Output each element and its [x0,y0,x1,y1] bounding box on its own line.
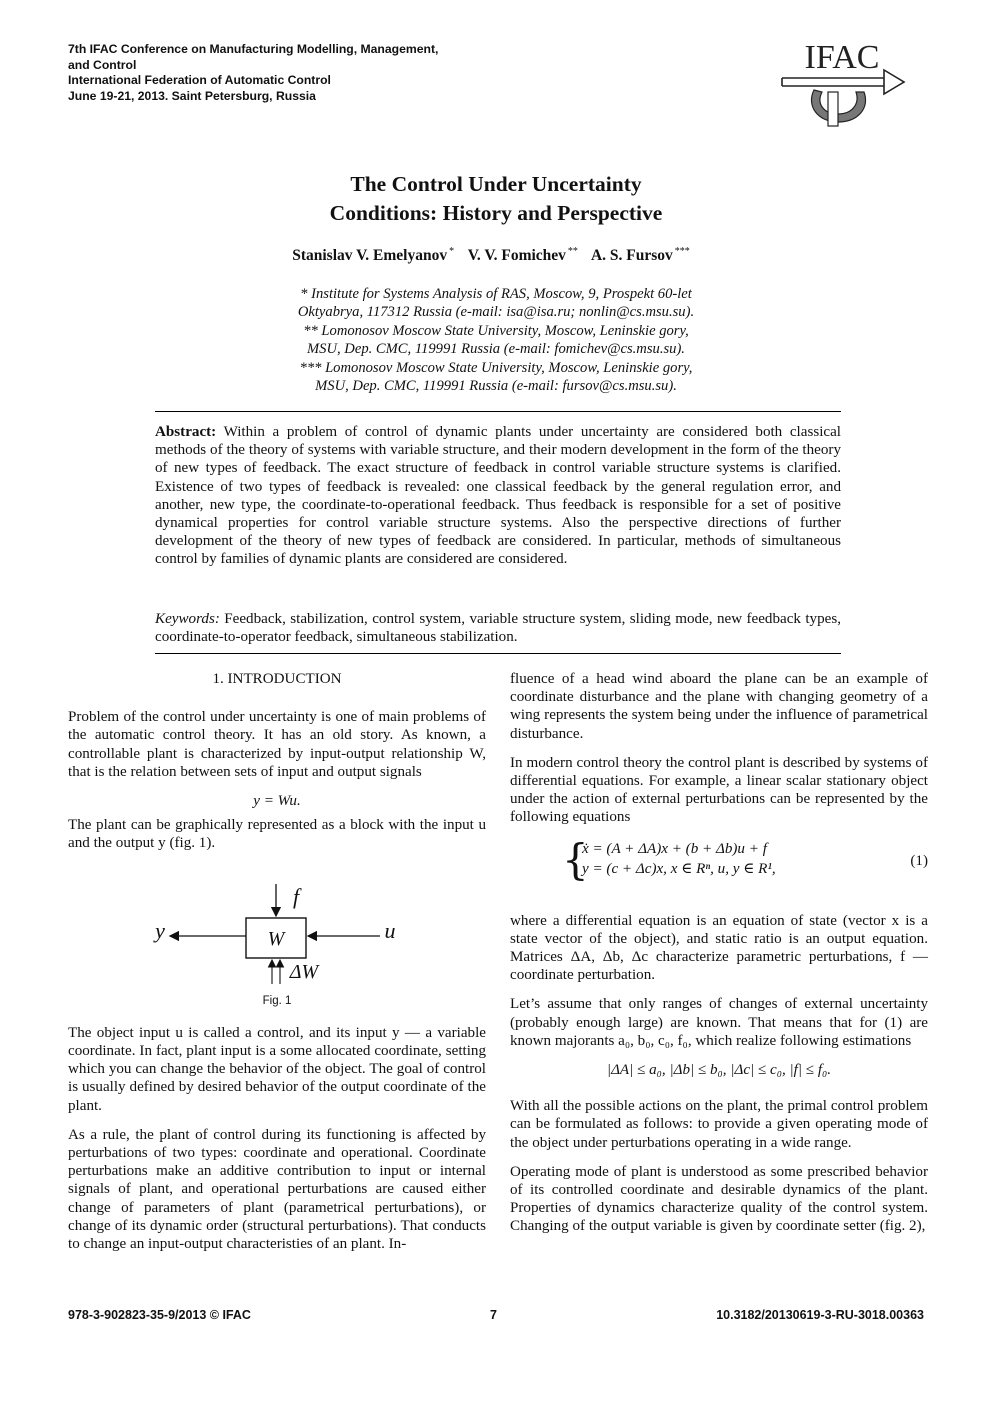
paragraph: Let’s assume that only ranges of changes of external uncertainty (probably enough large) are known. That means that for (1) are known majorants a₀, b₀, c₀, f₀, which realize following estimations [510,996,928,1049]
conference-header [68,42,438,104]
affiliation-line: Oktyabrya, 117312 Russia (e-mail: isa@isa.ru; nonlin@cs.msu.su). [297,304,695,321]
section-heading: 1. INTRODUCTION [212,671,342,687]
disturbance-label-f: f [292,883,300,909]
keywords-bottom-rule [155,653,841,654]
footer-isbn: 978-3-902823-35-9/2013 © IFAC [68,1308,251,1322]
abstract-top-rule [155,411,841,412]
conference-line-1: 7th IFAC Conference on Manufacturing Modelling, Management, [68,42,439,56]
equation-output: y = (c + Δc)x, x ∈ Rⁿ, u, y ∈ R¹, [582,860,776,877]
right-column [510,670,928,1247]
abstract-label: Abstract: [155,424,217,440]
input-label-u: u [384,917,396,943]
affiliation-line: * Institute for Systems Analysis of RAS, Moscow, 9, Prospekt 60-let [300,286,692,302]
keywords-text: Feedback, stabilization, control system, variable structure system, sliding mode, new feedback types, coordinate-to-operator feedback, simultaneous stabilization. [155,611,841,646]
conference-line-2: and Control [68,57,137,72]
equation-y-wu: y = Wu. [253,793,301,810]
affiliation-line: ** Lomonosov Moscow State University, Moscow, Leninskie gory, [303,322,689,339]
equation-brace: { [562,834,589,884]
left-column [68,670,486,1264]
paragraph: The object input u is called a control, and its input y — a variable coordinate. In fact, plant input is a some allocated coordinate, setting which you can change the behavior of the object. The goal of control is usually defined by desired behavior of the output coordinate of the plant. [68,1024,486,1114]
conference-line-4: June 19-21, 2013. Saint Petersburg, Russia [68,88,316,103]
author-name: Stanislav V. Emelyanov [292,247,448,265]
abstract-text: Within a problem of control of dynamic plants under uncertainty are considered both classical methods of the theory of systems with variable structure, and their modern development in the form of the theory of new types of feedback. The exact structure of feedback in control variable structure systems is clarified. Existence of two types of feedback is revealed: one classical feedback by the general regulation error, and another, new type, the coordinate-to-operational feedback. Thus feedback is responsible for a set of positive dynamical properties for control variable structure systems. Also the perspective directions of further development of the theory of new types of feedback are considered. In particular, methods of simultaneous control by families of dynamic plants are considered are considered. [155,424,841,568]
paragraph: where a differential equation is an equation of state (vector x is a state vector of the object), and static ratio is an output equation. Matrices ΔA, Δb, Δc characterize parametric perturbations, f — coordinate perturbation. [510,912,928,984]
paragraph: In modern control theory the control plant is described by systems of differential equations. For example, a linear scalar stationary object under the action of external perturbations can be represented by the following equations [510,754,928,826]
title-line-1: The Control Under Uncertainty [350,172,642,196]
ifac-logo-text: IFAC [804,39,880,76]
paper-title [0,170,992,228]
affiliations [0,285,992,395]
paragraph: The plant can be graphically represented as a block with the input u and the output y (fig. 1). [68,817,486,852]
affiliation-line: MSU, Dep. CMC, 119991 Russia (e-mail: fomichev@cs.msu.su). [307,341,685,358]
equation-majorants: |ΔA| ≤ a₀, |Δb| ≤ b₀, |Δc| ≤ c₀, |f| ≤ f₀. [606,1062,832,1079]
figure-1-block-diagram [68,864,486,983]
ifac-logo [776,36,906,128]
conference-line-3: International Federation of Automatic Control [68,73,331,87]
affiliation-line: *** Lomonosov Moscow State University, Moscow, Leninskie gory, [299,359,693,376]
author-name: A. S. Fursov [590,247,673,265]
footer-doi: 10.3182/20130619-3-RU-3018.00363 [716,1308,924,1322]
keywords [155,610,841,646]
paragraph: With all the possible actions on the plant, the primal control problem can be formulated as follows: to provide a given operating mode of the object under perturbations operating in a wide range. [510,1098,928,1151]
author-mark: * [449,246,455,257]
paragraph: Problem of the control under uncertainty is one of main problems of the automatic control theory. It has an old story. As known, a controllable plant is characterized by input-output relationship W, that is the relation between sets of input and output signals [68,709,486,780]
abstract [155,423,841,569]
parametric-label-dw: ΔW [289,960,319,983]
output-label-y: y [155,917,165,943]
equation-state: ẋ = (A + ΔA)x + (b + Δb)u + f [582,840,767,857]
keywords-label: Keywords: [155,611,220,627]
paragraph: fluence of a head wind aboard the plane can be an example of coordinate disturbance and the plane with changing geometry of a wing represents the system being under the influence of parametrical disturbance. [510,671,928,742]
title-line-2: Conditions: History and Perspective [329,201,663,225]
footer-page-number: 7 [490,1308,497,1322]
equation-number: (1) [910,852,928,869]
paragraph: As a rule, the plant of control during its functioning is affected by perturbations of two types: coordinate and operational. Coordinate perturbations make an additive contribution to input or internal signals of plant, and operational perturbations are caused either change of parameters of plant (parametrical perturbations), or change of its dynamic order (structural perturbations). That conducts to change an input-output characteristies of an plant. In- [68,1126,486,1253]
block-label-w: W [267,927,285,950]
affiliation-line: MSU, Dep. CMC, 119991 Russia (e-mail: fursov@cs.msu.su). [315,378,677,395]
figure-1-caption: Fig. 1 [262,994,292,1007]
equation-system-1 [510,834,928,890]
authors [0,246,992,265]
paragraph: Operating mode of plant is understood as some prescribed behavior of its controlled coordinate and desirable dynamics of the plant. Properties of dynamics characterize quality of the control system. Changing of the output variable is given by coordinate setter (fig. 2), [510,1163,928,1235]
author-mark: *** [674,246,690,257]
author-mark: ** [567,246,578,257]
author-name: V. V. Fomichev [467,247,566,265]
